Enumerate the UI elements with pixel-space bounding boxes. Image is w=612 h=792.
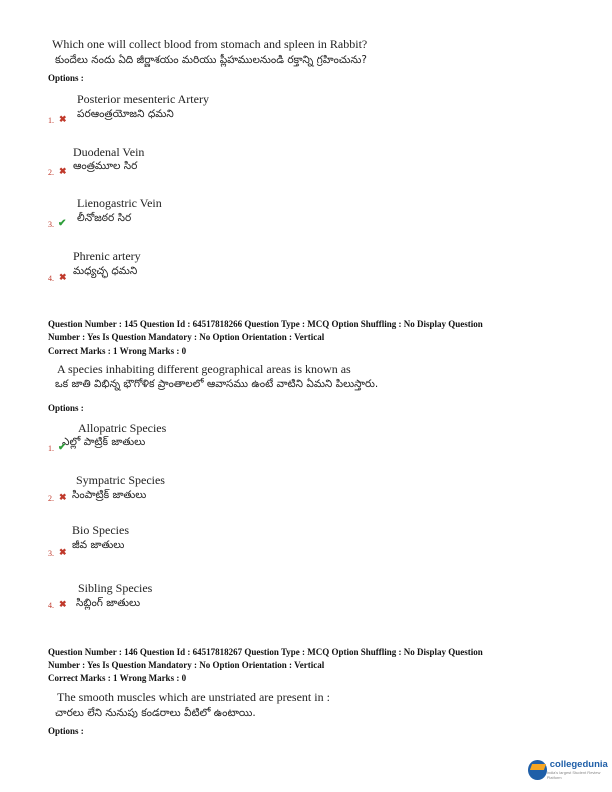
logo-name: collegedunia — [549, 759, 608, 770]
option-text-te: మధ్యచ్ఛ ధమని — [73, 265, 138, 277]
logo-tagline: India's largest Student Review Platform — [546, 770, 601, 780]
q146-options-label: Options : — [48, 726, 84, 736]
option-text-te: పరఆంత్రయోజని ధమని — [77, 108, 174, 120]
q146-meta-line-1: Question Number : 146 Question Id : 64517818267 Question Type : MCQ Option Shuffling : No Display Question — [48, 647, 483, 657]
option-text-en: Lienogastric Vein — [77, 196, 162, 210]
q144-text-te: కుందేలు నందు ఏది జీర్ణాశయం మరియు ప్లీహములనుండి రక్తాన్ని గ్రహించును? — [55, 54, 367, 66]
option-text-te: సిబ్లింగ్ జాతులు — [76, 597, 141, 609]
wrong-mark-icon: ✖ — [59, 166, 67, 176]
q146-marks: Correct Marks : 1 Wrong Marks : 0 — [48, 673, 187, 683]
option-number: 4. — [48, 601, 54, 610]
q144-options-label: Options : — [48, 73, 84, 83]
option-text-en: Sibling Species — [78, 581, 153, 595]
wrong-mark-icon: ✖ — [59, 492, 67, 502]
correct-check-icon: ✔ — [58, 218, 67, 229]
option-text-te: ఆంత్రమూల సిర — [73, 160, 138, 172]
option-number: 3. — [48, 220, 54, 229]
q145-meta-line-2: Number : Yes Is Question Mandatory : No Option Orientation : Vertical — [48, 332, 325, 342]
option-text-en: Allopatric Species — [78, 421, 167, 435]
q146-meta-line-2: Number : Yes Is Question Mandatory : No Option Orientation : Vertical — [48, 660, 325, 670]
wrong-mark-icon: ✖ — [59, 114, 67, 124]
wrong-mark-icon: ✖ — [59, 272, 67, 282]
option-number: 1. — [48, 116, 54, 125]
option-number: 2. — [48, 494, 54, 503]
option-text-en: Posterior mesenteric Artery — [77, 92, 209, 106]
wrong-mark-icon: ✖ — [59, 599, 67, 609]
option-text-te: జీవ జాతులు — [72, 539, 125, 551]
q144-text-en: Which one will collect blood from stomach and spleen in Rabbit? — [52, 37, 368, 51]
q145-marks: Correct Marks : 1 Wrong Marks : 0 — [48, 346, 187, 356]
option-text-en: Sympatric Species — [76, 473, 165, 487]
wrong-mark-icon: ✖ — [59, 547, 67, 557]
option-text-en: Phrenic artery — [73, 249, 141, 263]
q145-text-en: A species inhabiting different geographical areas is known as — [57, 362, 351, 376]
option-text-te: సింపాట్రిక్ జాతులు — [72, 489, 147, 501]
option-text-en: Bio Species — [72, 523, 129, 537]
q145-meta-line-1: Question Number : 145 Question Id : 64517818266 Question Type : MCQ Option Shuffling : No Display Question — [48, 319, 483, 329]
q146-text-en: The smooth muscles which are unstriated are present in : — [57, 690, 330, 704]
q145-text-te: ఒక జాతి విభిన్న భౌగోళిక ప్రాంతాలలో ఆవాసము ఉంటే వాటిని ఏమని పిలుస్తారు. — [55, 378, 379, 390]
q146-text-te: చారలు లేని నునుపు కండరాలు వీటిలో ఉంటాయి. — [55, 707, 256, 719]
option-text-te: లీనోజఠర సిర — [77, 212, 132, 224]
option-number: 2. — [48, 168, 54, 177]
option-number: 1. — [48, 444, 54, 453]
q145-options-label: Options : — [48, 403, 84, 413]
option-text-te: ఎల్లో పాట్రిక్ జాతులు — [62, 436, 146, 448]
graduation-cap-icon — [528, 760, 547, 780]
collegedunia-logo — [528, 760, 612, 780]
option-text-en: Duodenal Vein — [73, 145, 145, 159]
option-number: 4. — [48, 274, 54, 283]
option-number: 3. — [48, 549, 54, 558]
correct-check-icon: ✔ — [58, 442, 67, 453]
